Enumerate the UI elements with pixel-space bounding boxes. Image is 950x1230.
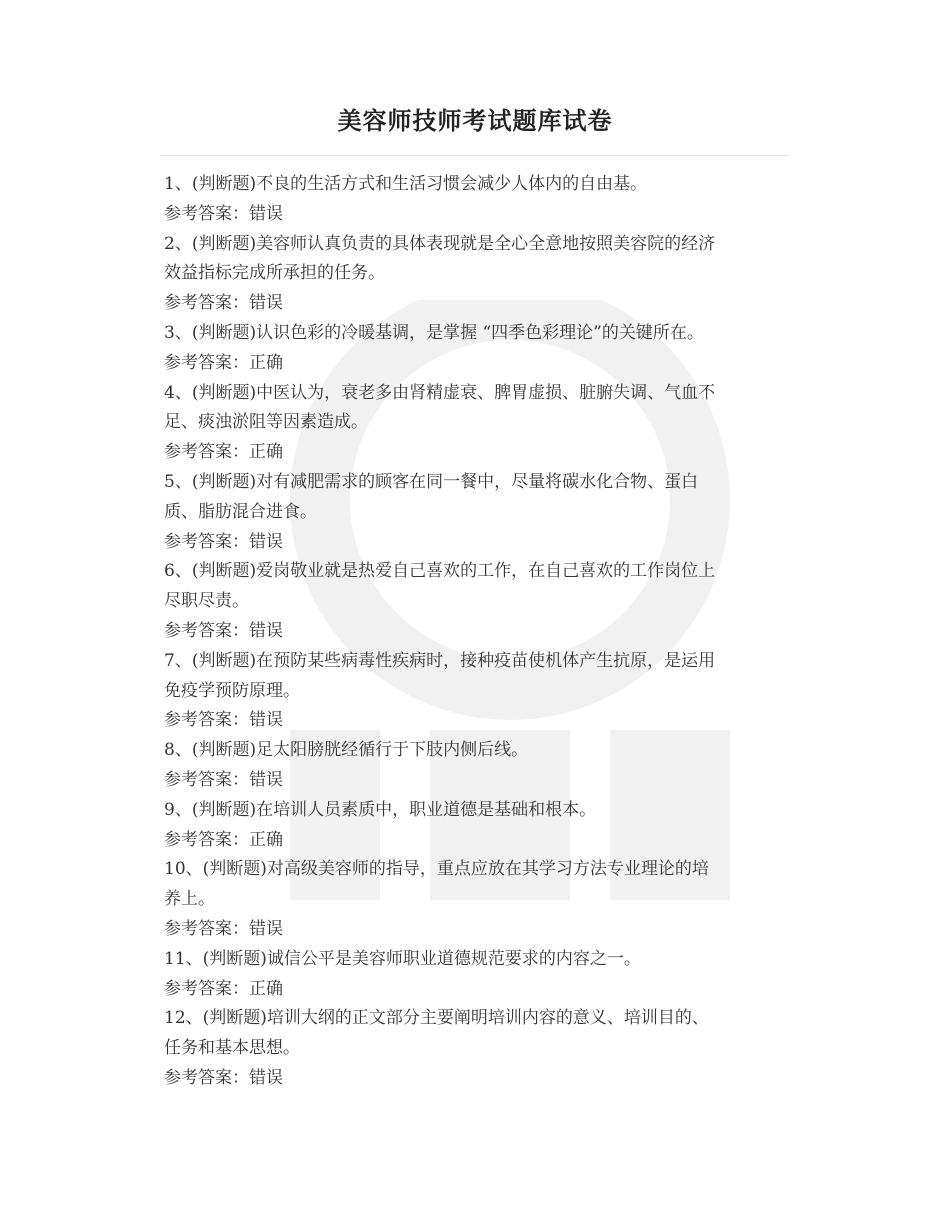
question-text: 养上。 xyxy=(164,889,215,910)
answer-line xyxy=(164,200,770,230)
answer-value: 正确 xyxy=(249,978,283,999)
question-item xyxy=(164,647,770,736)
question-item xyxy=(164,319,770,379)
question-item xyxy=(164,855,770,944)
answer-prefix: 参考答案： xyxy=(164,1067,249,1088)
answer-value: 错误 xyxy=(249,293,283,314)
answer-line xyxy=(164,1064,770,1094)
question-item xyxy=(164,1004,770,1093)
question-text: 7、(判断题)在预防某些病毒性疾病时，接种疫苗使机体产生抗原，是运用 xyxy=(164,650,716,671)
answer-line xyxy=(164,975,770,1005)
question-item xyxy=(164,379,770,468)
answer-prefix: 参考答案： xyxy=(164,620,249,641)
answer-line xyxy=(164,438,770,468)
question-text: 效益指标完成所承担的任务。 xyxy=(164,263,385,284)
question-item xyxy=(164,230,770,319)
question-item xyxy=(164,796,770,856)
question-text: 1、(判断题)不良的生活方式和生活习惯会减少人体内的自由基。 xyxy=(164,174,648,194)
answer-prefix: 参考答案： xyxy=(164,978,249,999)
question-text: 11、(判断题)诚信公平是美容师职业道德规范要求的内容之一。 xyxy=(164,948,641,969)
question-text: 3、(判断题)认识色彩的冷暖基调，是掌握 “四季色彩理论”的关键所在。 xyxy=(164,322,704,343)
question-text: 8、(判断题)足太阳膀胱经循行于下肢内侧后线。 xyxy=(164,740,529,761)
answer-line xyxy=(164,289,770,319)
answer-value: 错误 xyxy=(249,203,283,224)
answer-line xyxy=(164,766,770,796)
question-text: 4、(判断题)中医认为，衰老多由肾精虚衰、脾胃虚损、脏腑失调、气血不 xyxy=(164,382,716,403)
question-text: 2、(判断题)美容师认真负责的具体表现就是全心全意地按照美容院的经济 xyxy=(164,233,716,254)
question-text: 尽职尽责。 xyxy=(164,591,249,612)
answer-prefix: 参考答案： xyxy=(164,442,249,463)
answer-prefix: 参考答案： xyxy=(164,829,249,850)
question-text: 10、(判断题)对高级美容师的指导，重点应放在其学习方法专业理论的培 xyxy=(164,859,709,880)
answer-value: 正确 xyxy=(249,829,283,850)
answer-prefix: 参考答案： xyxy=(164,531,249,552)
answer-value: 错误 xyxy=(249,531,283,552)
answer-line xyxy=(164,349,770,379)
question-text: 6、(判断题)爱岗敬业就是热爱自己喜欢的工作，在自己喜欢的工作岗位上 xyxy=(164,561,716,582)
question-text: 5、(判断题)对有减肥需求的顾客在同一餐中，尽量将碳水化合物、蛋白 xyxy=(164,471,699,492)
answer-line xyxy=(164,528,770,558)
question-text: 质、脂肪混合进食。 xyxy=(164,501,317,522)
question-text: 足、痰浊淤阻等因素造成。 xyxy=(164,412,368,433)
answer-value: 错误 xyxy=(249,1067,283,1088)
answer-prefix: 参考答案： xyxy=(164,918,249,939)
answer-prefix: 参考答案： xyxy=(164,769,249,790)
question-item xyxy=(164,170,770,230)
document-page xyxy=(160,0,790,1094)
question-list xyxy=(160,170,790,1094)
answer-line xyxy=(164,915,770,945)
title-divider xyxy=(160,155,790,156)
answer-value: 错误 xyxy=(249,918,283,939)
answer-value: 错误 xyxy=(249,710,283,731)
question-item xyxy=(164,557,770,646)
question-text: 12、(判断题)培训大纲的正文部分主要阐明培训内容的意义、培训目的、 xyxy=(164,1008,709,1029)
answer-prefix: 参考答案： xyxy=(164,352,249,373)
answer-value: 错误 xyxy=(249,620,283,641)
answer-value: 正确 xyxy=(249,442,283,463)
answer-prefix: 参考答案： xyxy=(164,203,249,224)
page-title: 美容师技师考试题库试卷 xyxy=(337,106,613,135)
question-item xyxy=(164,468,770,557)
answer-value: 正确 xyxy=(249,352,283,373)
answer-prefix: 参考答案： xyxy=(164,293,249,314)
question-text: 免疫学预防原理。 xyxy=(164,680,300,701)
question-item xyxy=(164,736,770,796)
answer-line xyxy=(164,617,770,647)
question-text: 9、(判断题)在培训人员素质中，职业道德是基础和根本。 xyxy=(164,799,597,820)
answer-prefix: 参考答案： xyxy=(164,710,249,731)
answer-line xyxy=(164,706,770,736)
question-item xyxy=(164,945,770,1005)
answer-value: 错误 xyxy=(249,769,283,790)
answer-line xyxy=(164,826,770,856)
question-text: 任务和基本思想。 xyxy=(164,1038,300,1059)
